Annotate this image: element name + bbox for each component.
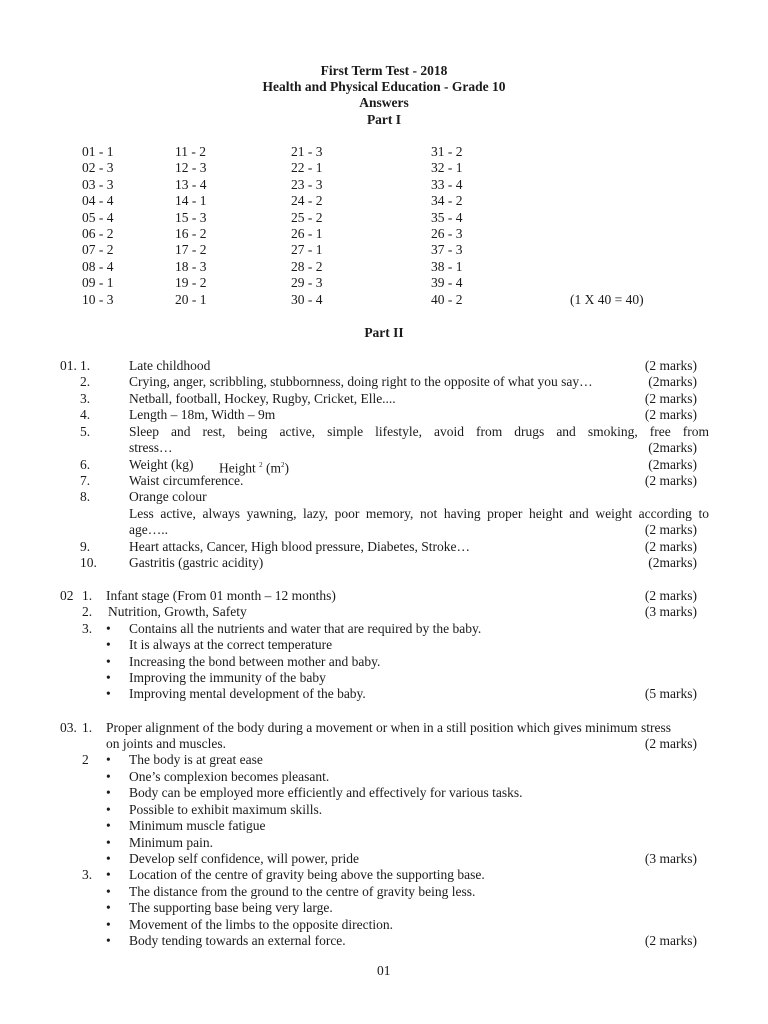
sub-number: 4.: [80, 407, 91, 422]
sub-number: 9.: [80, 539, 91, 554]
sub-number: 6.: [80, 457, 91, 472]
sub-number: 2: [82, 752, 89, 767]
sub-number: 3.: [82, 867, 93, 882]
test-title: First Term Test - 2018: [320, 63, 448, 78]
sub-number: 1.: [82, 720, 93, 735]
question-number: 02: [60, 588, 74, 603]
answer-item: 27 - 1: [291, 242, 323, 258]
answer-item: 08 - 4: [82, 258, 114, 274]
bullet-text: The distance from the ground to the centre of gravity being less.: [129, 884, 476, 899]
answers-title: Answers: [359, 95, 409, 110]
bullet-text: Improving mental development of the baby.: [129, 686, 366, 701]
answer-text: Heart attacks, Cancer, High blood pressure, Diabetes, Stroke…: [129, 539, 470, 554]
marks: (2marks): [648, 555, 697, 570]
sub-number: 7.: [80, 473, 91, 488]
sub-number: 5.: [80, 424, 91, 439]
formula-height: Height $^2$ $(m^2)$: [219, 460, 289, 476]
bullet-text: Body can be employed more efficiently and effectively for various tasks.: [129, 785, 523, 800]
answer-item: 26 - 3: [431, 225, 463, 241]
answer-text: Weight (kg): [129, 457, 194, 472]
answer-item: 33 - 4: [431, 176, 463, 192]
answer-text: Infant stage (From 01 month – 12 months): [106, 588, 336, 603]
bullet: •: [106, 654, 111, 669]
answer-item: 06 - 2: [82, 225, 114, 241]
answer-item: 15 - 3: [175, 209, 207, 225]
answer-item: 24 - 2: [291, 193, 323, 209]
answer-text: Proper alignment of the body during a movement or when in a still position which gives minimum stress: [106, 720, 672, 735]
marks: (2marks): [648, 457, 697, 472]
bullet: •: [106, 818, 111, 833]
bullet-text: One’s complexion becomes pleasant.: [129, 769, 330, 784]
answer-item: 30 - 4: [291, 291, 323, 307]
answer-text: Crying, anger, scribbling, stubbornness, doing right to the opposite of what you say…: [129, 374, 593, 389]
bullet: •: [106, 900, 111, 915]
answer-item: 22 - 1: [291, 160, 323, 176]
answer-item: 09 - 1: [82, 275, 114, 291]
answer-item: 28 - 2: [291, 258, 323, 274]
answer-item: 17 - 2: [175, 242, 207, 258]
bullet: •: [106, 785, 111, 800]
answer-item: 23 - 3: [291, 176, 323, 192]
answer-item: 34 - 2: [431, 193, 463, 209]
bullet-text: Minimum muscle fatigue: [129, 818, 266, 833]
answer-item: 03 - 3: [82, 176, 114, 192]
answer-item: 19 - 2: [175, 275, 207, 291]
answers-column-4: [431, 144, 463, 308]
bullet: •: [106, 752, 111, 767]
bullet: •: [106, 884, 111, 899]
sub-number: 8.: [80, 489, 91, 504]
answer-text-continued: stress…: [129, 440, 173, 455]
answer-text: Waist circumference.: [129, 473, 244, 488]
answer-text: Orange colour: [129, 489, 207, 504]
bullet-text: Improving the immunity of the baby: [129, 670, 326, 685]
question-number: 03.: [60, 720, 77, 735]
answer-item: 11 - 2: [175, 144, 206, 159]
answer-item: 01 - 1: [82, 144, 114, 159]
answer-item: 16 - 2: [175, 225, 207, 241]
bullet: •: [106, 686, 111, 701]
marks: (2 marks): [644, 588, 697, 603]
marks: (2marks): [648, 374, 697, 389]
bullet-text: Body tending towards an external force.: [129, 933, 346, 948]
answer-item: 38 - 1: [431, 258, 463, 274]
bullet: •: [106, 802, 111, 817]
sub-number: 2.: [80, 374, 91, 389]
answer-text-continued: on joints and muscles.: [106, 736, 226, 751]
bullet-text: Movement of the limbs to the opposite direction.: [129, 917, 393, 932]
bullet-text: Contains all the nutrients and water that are required by the baby.: [129, 621, 482, 636]
answer-item: 07 - 2: [82, 242, 114, 258]
part-two-title: Part II: [364, 325, 404, 340]
answer-item: 10 - 3: [82, 291, 114, 307]
marks: (2 marks): [644, 391, 697, 406]
answer-item: 39 - 4: [431, 275, 463, 291]
bullet: •: [106, 670, 111, 685]
bullet-text: Possible to exhibit maximum skills.: [129, 802, 323, 817]
question-number: 01.: [60, 358, 77, 373]
answer-item: 05 - 4: [82, 209, 114, 225]
answer-item: 14 - 1: [175, 193, 207, 209]
part-one-total: (1 X 40 = 40): [570, 292, 644, 307]
marks: (2 marks): [644, 473, 697, 488]
bullet-text: The supporting base being very large.: [129, 900, 333, 915]
answer-text-continued: age…..: [129, 522, 168, 537]
answer-item: 37 - 3: [431, 242, 463, 258]
answer-text: Nutrition, Growth, Safety: [108, 604, 247, 619]
answer-item: 35 - 4: [431, 209, 463, 225]
bullet: •: [106, 769, 111, 784]
answer-item: 26 - 1: [291, 225, 323, 241]
marks: (2 marks): [644, 522, 697, 537]
answer-item: 40 - 2: [431, 291, 463, 307]
sub-number: 1.: [80, 358, 91, 373]
bullet: •: [106, 637, 111, 652]
bullet-text: The body is at great ease: [129, 752, 263, 767]
marks: (2 marks): [644, 407, 697, 422]
marks: (2 marks): [644, 539, 697, 554]
sub-number: 2.: [82, 604, 93, 619]
sub-number: 3.: [80, 391, 91, 406]
answer-item: 18 - 3: [175, 258, 207, 274]
answer-text: Sleep and rest, being active, simple lifestyle, avoid from drugs and smoking, free from: [129, 424, 709, 439]
answer-item: 25 - 2: [291, 209, 323, 225]
sub-number: 1.: [82, 588, 93, 603]
answer-text: Late childhood: [129, 358, 211, 373]
bullet-text: Develop self confidence, will power, pride: [129, 851, 360, 866]
answer-text: Length – 18m, Width – 9m: [129, 407, 276, 422]
marks: (2 marks): [644, 358, 697, 373]
answer-text: Gastritis (gastric acidity): [129, 555, 264, 570]
bullet: •: [106, 621, 111, 636]
answers-column-1: [82, 144, 114, 308]
sub-number: 10.: [80, 555, 97, 570]
bullet: •: [106, 835, 111, 850]
bullet: •: [106, 933, 111, 948]
bullet: •: [106, 917, 111, 932]
bullet-text: Increasing the bond between mother and baby.: [129, 654, 381, 669]
bullet: •: [106, 867, 111, 882]
answer-item: 13 - 4: [175, 176, 207, 192]
page-number: 01: [377, 963, 391, 978]
answer-item: 04 - 4: [82, 193, 114, 209]
marks: (3 marks): [644, 604, 697, 619]
answer-text: Netball, football, Hockey, Rugby, Cricket, Elle....: [129, 391, 396, 406]
sub-number: 3.: [82, 621, 93, 636]
answer-item: 29 - 3: [291, 275, 323, 291]
answer-item: 31 - 2: [431, 144, 463, 159]
marks: (2 marks): [644, 736, 697, 751]
answers-column-2: [175, 144, 207, 308]
answer-text: Less active, always yawning, lazy, poor memory, not having proper height and weight according to: [129, 506, 709, 521]
marks: (5 marks): [644, 686, 697, 701]
marks: (2 marks): [644, 933, 697, 948]
bullet-text: Location of the centre of gravity being above the supporting base.: [129, 867, 485, 882]
marks: (2marks): [648, 440, 697, 455]
answer-item: 02 - 3: [82, 160, 114, 176]
answer-item: 12 - 3: [175, 160, 207, 176]
bullet: •: [106, 851, 111, 866]
answer-item: 20 - 1: [175, 291, 207, 307]
part-one-title: Part I: [366, 112, 402, 127]
answers-column-3: [291, 144, 323, 308]
answer-item: 32 - 1: [431, 160, 463, 176]
bullet-text: It is always at the correct temperature: [129, 637, 333, 652]
answer-item: 21 - 3: [291, 144, 323, 159]
subject-title: Health and Physical Education - Grade 10: [262, 79, 506, 94]
marks: (3 marks): [644, 851, 697, 866]
bullet-text: Minimum pain.: [129, 835, 213, 850]
